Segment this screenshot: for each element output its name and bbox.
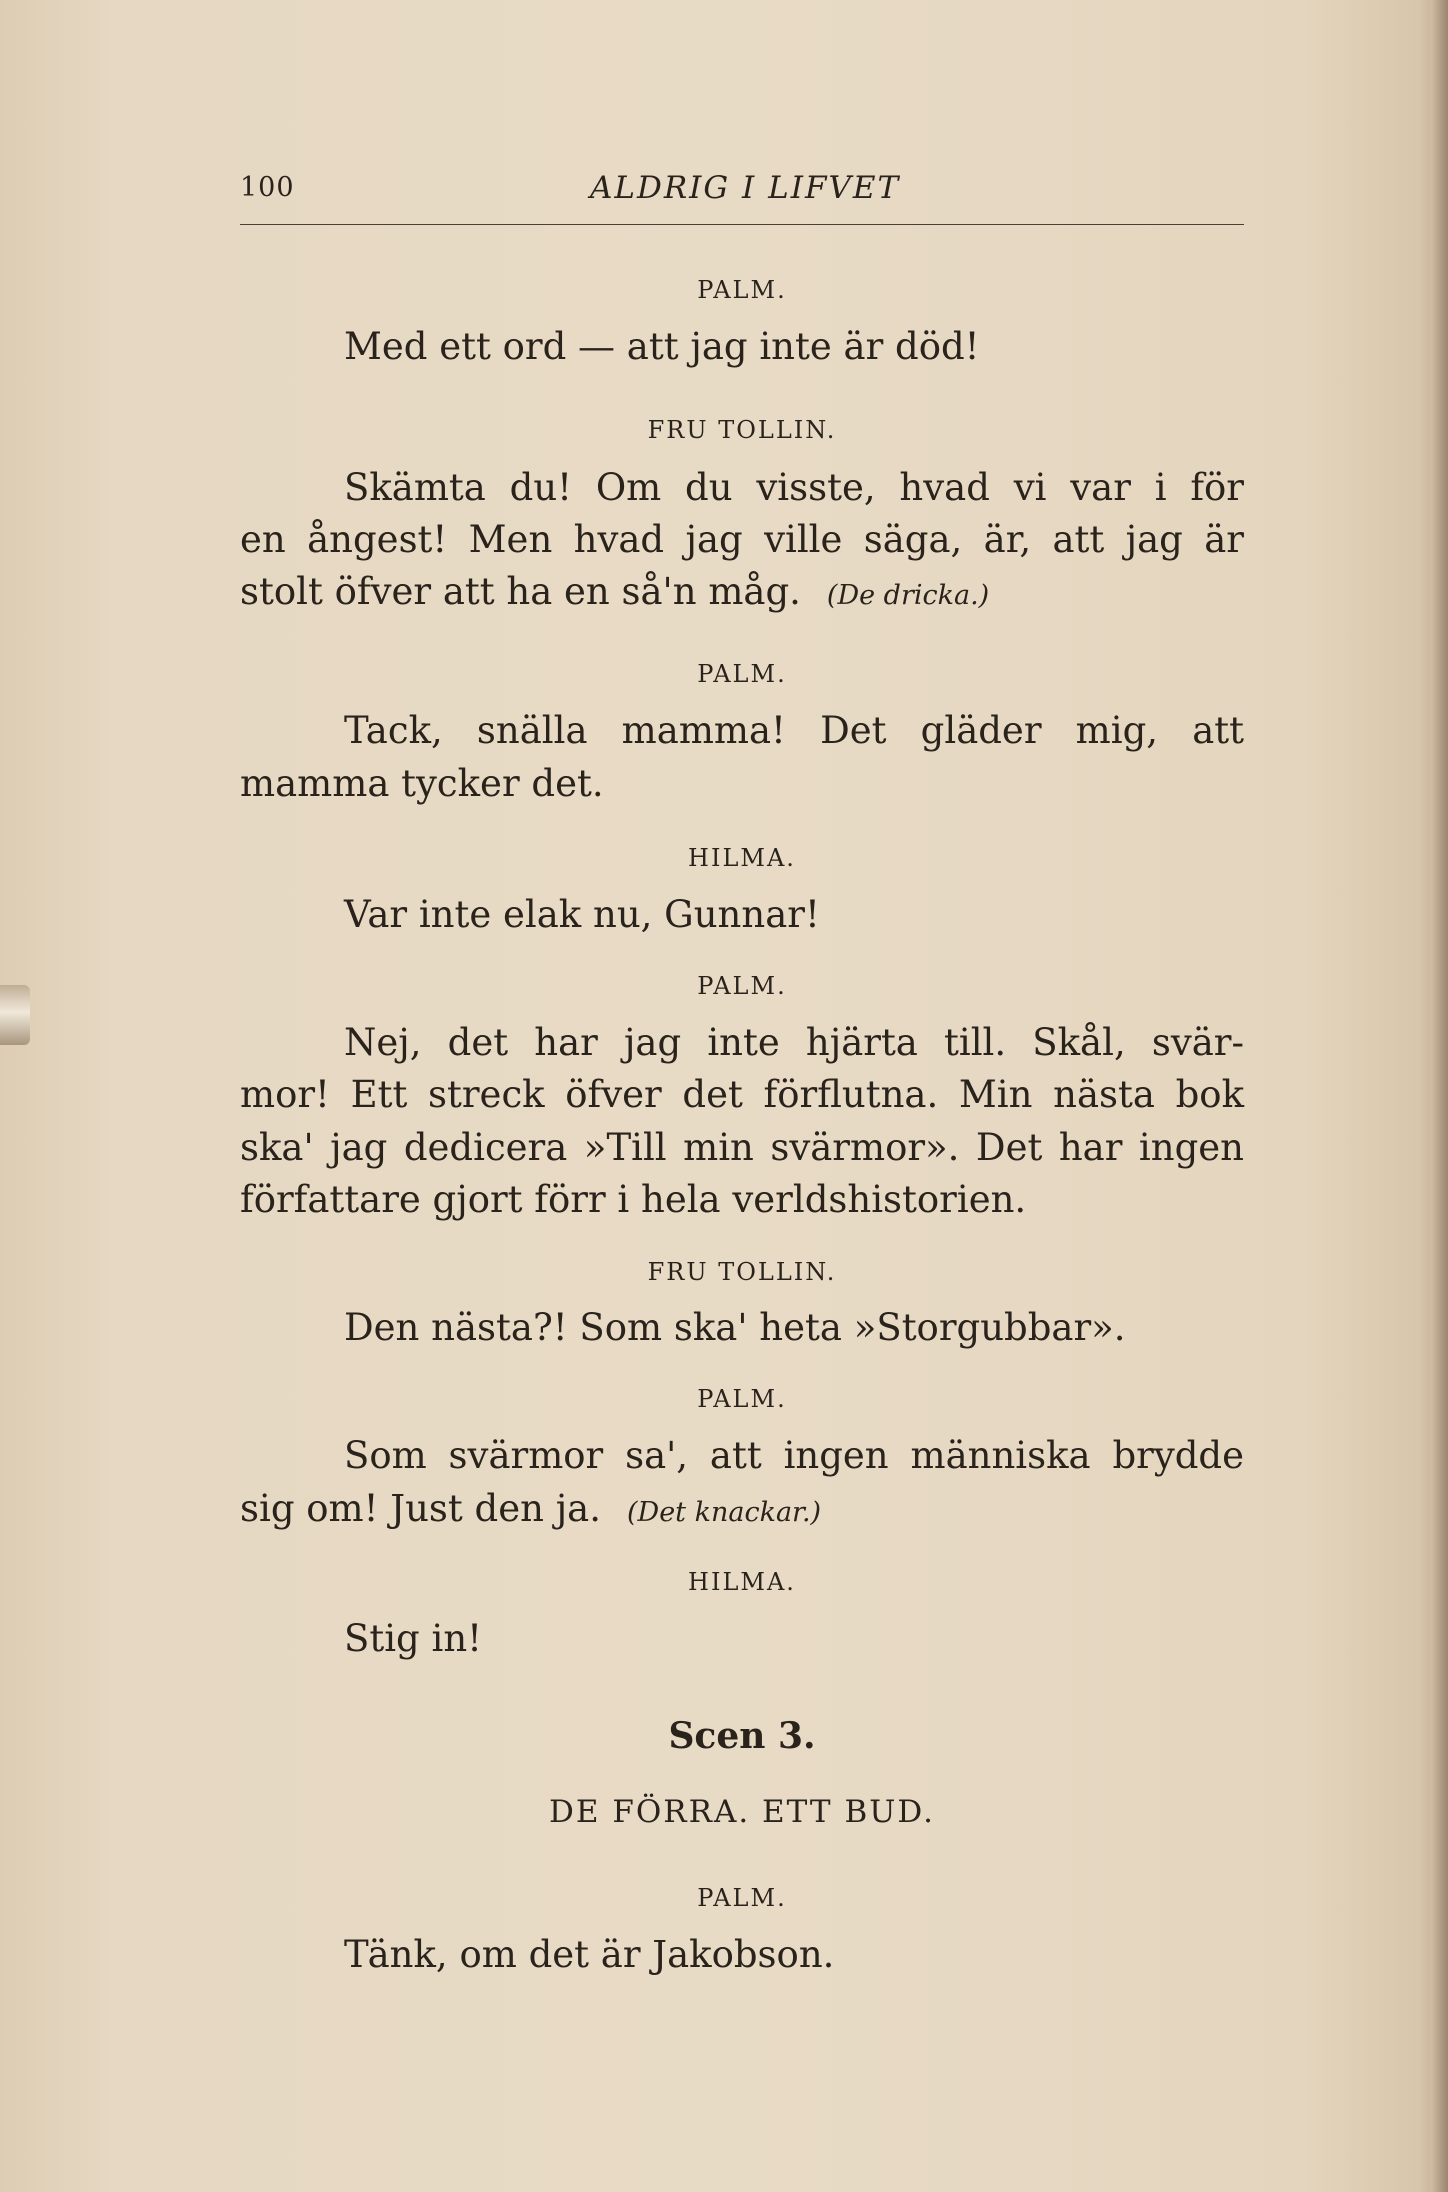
speaker-name: PALM. — [697, 1884, 787, 1912]
speaker-name: PALM. — [697, 276, 787, 304]
page-tab-marker — [0, 985, 30, 1045]
dialogue-text: stolt öfver att ha en så'n måg. — [240, 570, 801, 613]
dialogue-line: Nej, det har jag inte hjärta till. Skål, svär- — [344, 1021, 1244, 1064]
dialogue-line: Som svärmor sa', att ingen människa brydde — [344, 1434, 1244, 1477]
speaker-name: FRU TOLLIN. — [647, 1258, 837, 1286]
dialogue-line: mor! Ett streck öfver det förflutna. Min nästa bok — [240, 1073, 1244, 1116]
dialogue-line — [240, 1487, 1244, 1530]
speaker-name: PALM. — [697, 660, 787, 688]
dialogue-line: en ångest! Men hvad jag ville säga, är, att jag är — [240, 518, 1244, 561]
dialogue-line: Skämta du! Om du visste, hvad vi var i för — [344, 466, 1244, 509]
dialogue-line — [240, 570, 1244, 613]
dialogue-line: ska' jag dedicera »Till min svärmor». Det har ingen — [240, 1126, 1244, 1169]
scene-cast: DE FÖRRA. ETT BUD. — [549, 1794, 935, 1830]
scene-heading: Scen 3. — [668, 1715, 816, 1757]
speaker-name: PALM. — [697, 1385, 787, 1413]
stage-direction: (Det knackar.) — [627, 1497, 822, 1528]
dialogue-line: Var inte elak nu, Gunnar! — [344, 893, 820, 936]
page-number: 100 — [240, 172, 295, 203]
speaker-name: HILMA. — [688, 844, 796, 872]
speaker-name: PALM. — [697, 972, 787, 1000]
dialogue-line: författare gjort förr i hela verldshistorien. — [240, 1178, 1027, 1221]
dialogue-line: Tänk, om det är Jakobson. — [344, 1933, 835, 1976]
dialogue-text: sig om! Just den ja. — [240, 1487, 602, 1530]
dialogue-line: Tack, snälla mamma! Det gläder mig, att — [344, 709, 1244, 752]
page-edge-shadow — [1430, 0, 1448, 2192]
dialogue-line: mamma tycker det. — [240, 762, 604, 805]
running-title: ALDRIG I LIFVET — [590, 170, 901, 206]
running-header — [240, 170, 1244, 225]
dialogue-line: Den nästa?! Som ska' heta »Storgubbar». — [344, 1306, 1126, 1349]
dialogue-line: Stig in! — [344, 1617, 483, 1660]
speaker-name: HILMA. — [688, 1568, 796, 1596]
stage-direction: (De dricka.) — [826, 580, 990, 611]
dialogue-line: Med ett ord — att jag inte är död! — [344, 325, 980, 368]
speaker-name: FRU TOLLIN. — [647, 416, 837, 444]
